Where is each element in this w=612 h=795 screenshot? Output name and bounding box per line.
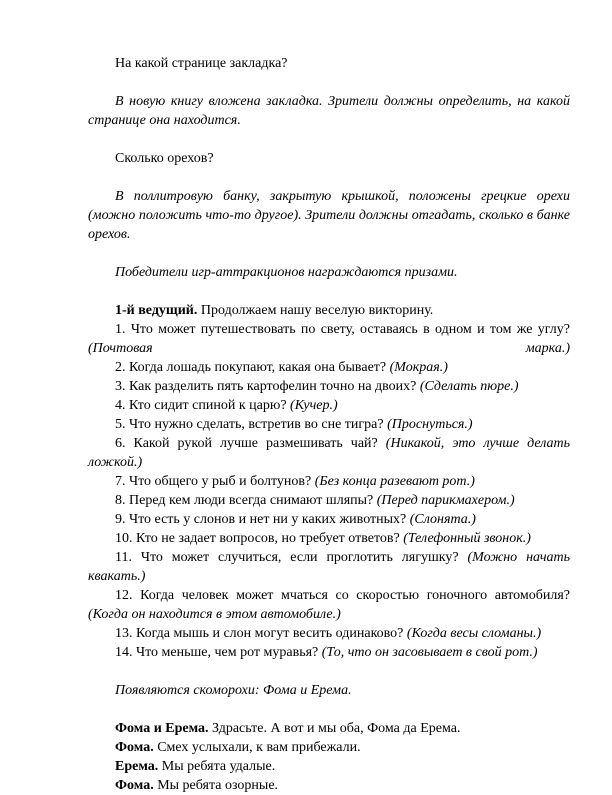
question-item <box>88 472 570 491</box>
speaker-name: 1-й ведущий. <box>115 303 198 318</box>
answer-text: (Слонята.) <box>409 512 476 527</box>
answer-text: (Без конца разевают рот.) <box>314 474 475 489</box>
answer-text: (Почтовая марка.) <box>88 341 570 356</box>
host-line <box>88 301 570 320</box>
speaker-name: Фома и Ерема. <box>115 721 209 736</box>
dialogue-line <box>88 719 570 738</box>
speaker-name: Фома. <box>115 778 154 793</box>
dialogue-text: Мы ребята озорные. <box>153 778 279 793</box>
nuts-description: В поллитровую банку, закрытую крышкой, положены грецкие орехи (можно положить что-то другое). Зрители должны отгадать, сколько в банке орехов. <box>88 189 570 242</box>
question-text: 6. Какой рукой лучше размешивать чай? <box>115 436 378 451</box>
question-item <box>88 377 570 396</box>
answer-text: (Проснуться.) <box>387 417 473 432</box>
question-item <box>88 320 570 358</box>
host-text: Продолжаем нашу веселую викторину. <box>197 303 434 318</box>
question-text: 7. Что общего у рыб и болтунов? <box>115 474 312 489</box>
answer-text: (Когда он находится в этом автомобиле.) <box>88 607 341 622</box>
question-text: 8. Перед кем люди всегда снимают шляпы? <box>115 493 374 508</box>
question-text: 1. Что может путешествовать по свету, оставаясь в одном и том же углу? <box>115 322 570 337</box>
speaker-name: Фома. <box>115 740 154 755</box>
question-item <box>88 491 570 510</box>
question-item <box>88 643 570 662</box>
question-item <box>88 358 570 377</box>
question-item <box>88 434 570 472</box>
document-page <box>88 54 570 795</box>
question-text: 14. Что меньше, чем рот муравья? <box>115 645 319 660</box>
dialogue-line <box>88 738 570 757</box>
question-text: 2. Когда лошадь покупают, какая она бывает? <box>115 360 387 375</box>
question-text: 11. Что может случиться, если проглотить лягушку? <box>115 550 459 565</box>
answer-text: (Сделать пюре.) <box>419 379 519 394</box>
question-item <box>88 586 570 624</box>
answer-text: (Никакой, это лучше делать ложкой.) <box>88 436 570 470</box>
dialogue-text: Смех услыхали, к вам прибежали. <box>153 740 361 755</box>
dialogue-line <box>88 776 570 795</box>
speaker-name: Ерема. <box>115 759 159 774</box>
question-item <box>88 548 570 586</box>
question-text: 4. Кто сидит спиной к царю? <box>115 398 287 413</box>
question-text: 9. Что есть у слонов и нет ни у каких животных? <box>115 512 407 527</box>
answer-text: (Можно начать квакать.) <box>88 550 570 584</box>
bookmark-description: В новую книгу вложена закладка. Зрители должны определить, на какой странице она находится. <box>88 94 570 128</box>
question-text: 12. Когда человек может мчаться со скоростью гоночного автомобиля? <box>115 588 570 603</box>
skomorokhi-note: Появляются скоморохи: Фома и Ерема. <box>115 683 352 698</box>
question-item <box>88 396 570 415</box>
question-item <box>88 510 570 529</box>
question-item <box>88 529 570 548</box>
question-text: 3. Как разделить пять картофелин точно на двоих? <box>115 379 417 394</box>
bookmark-heading: На какой странице закладка? <box>115 56 288 71</box>
answer-text: (Телефонный звонок.) <box>403 531 531 546</box>
answer-text: (Когда весы сломаны.) <box>406 626 542 641</box>
dialogue-text: Мы ребята удалые. <box>158 759 276 774</box>
winners-note: Победители игр-аттракционов награждаются призами. <box>115 265 458 280</box>
question-text: 13. Когда мышь и слон могут весить одинаково? <box>115 626 404 641</box>
answer-text: (То, что он засовывает в свой рот.) <box>321 645 538 660</box>
answer-text: (Кучер.) <box>290 398 338 413</box>
question-item <box>88 624 570 643</box>
answer-text: (Перед парикмахером.) <box>376 493 515 508</box>
question-text: 5. Что нужно сделать, встретив во сне тигра? <box>115 417 384 432</box>
dialogue-text: Здрасьте. А вот и мы оба, Фома да Ерема. <box>208 721 461 736</box>
question-item <box>88 415 570 434</box>
answer-text: (Мокрая.) <box>389 360 448 375</box>
question-text: 10. Кто не задает вопросов, но требует ответов? <box>115 531 400 546</box>
nuts-heading: Сколько орехов? <box>115 151 214 166</box>
dialogue-line <box>88 757 570 776</box>
